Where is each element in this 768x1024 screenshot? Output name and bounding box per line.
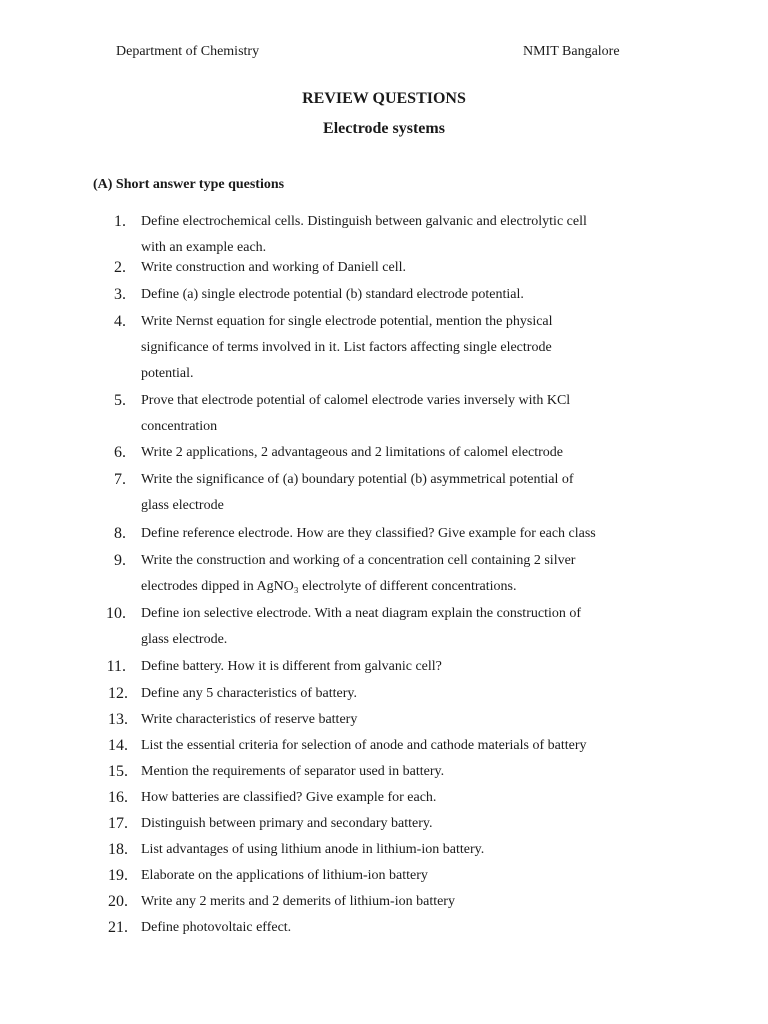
question-text: significance of terms involved in it. List factors affecting single electrode	[141, 340, 552, 355]
question-number: 17.	[108, 815, 128, 832]
question-number: 9.	[114, 552, 126, 569]
question-number: 10.	[106, 605, 126, 622]
question-text: How batteries are classified? Give example for each.	[141, 790, 437, 805]
question-text: with an example each.	[141, 240, 267, 255]
question-text: Write construction and working of Daniell cell.	[141, 260, 406, 275]
question-number: 1.	[114, 213, 126, 230]
question-text: concentration	[141, 419, 218, 434]
header-institution: NMIT Bangalore	[523, 44, 620, 59]
question-text: Write any 2 merits and 2 demerits of lithium-ion battery	[141, 894, 455, 909]
question-text: Define photovoltaic effect.	[141, 920, 292, 935]
question-text: Write characteristics of reserve battery	[141, 712, 358, 727]
question-text: List the essential criteria for selection of anode and cathode materials of battery	[141, 738, 587, 753]
page-title: REVIEW QUESTIONS	[302, 90, 466, 107]
question-number: 20.	[108, 893, 128, 910]
question-number: 18.	[108, 841, 128, 858]
question-number: 16.	[108, 789, 128, 806]
question-text: Define any 5 characteristics of battery.	[141, 686, 357, 701]
question-text: glass electrode.	[141, 632, 228, 647]
question-text: Write Nernst equation for single electrode potential, mention the physical	[141, 314, 553, 329]
question-number: 8.	[114, 525, 126, 542]
question-number: 3.	[114, 286, 126, 303]
header-department: Department of Chemistry	[116, 44, 260, 59]
question-number: 6.	[114, 444, 126, 461]
question-number: 19.	[108, 867, 128, 884]
question-number: 14.	[108, 737, 128, 754]
question-number: 15.	[108, 763, 128, 780]
question-number: 11.	[106, 658, 126, 675]
question-text: Write 2 applications, 2 advantageous and 2 limitations of calomel electrode	[141, 445, 564, 460]
question-text: Prove that electrode potential of calomel electrode varies inversely with KCl	[141, 393, 571, 408]
question-text: Elaborate on the applications of lithium-ion battery	[141, 868, 428, 883]
question-number: 13.	[108, 711, 128, 728]
question-text: Write the significance of (a) boundary potential (b) asymmetrical potential of	[141, 472, 574, 487]
section-heading: (A) Short answer type questions	[93, 177, 285, 192]
question-text: glass electrode	[141, 498, 224, 513]
question-text: Define (a) single electrode potential (b) standard electrode potential.	[141, 287, 524, 302]
question-text: electrodes dipped in AgNO₃ electrolyte of different concentrations.	[141, 579, 517, 594]
question-text: Define ion selective electrode. With a neat diagram explain the construction of	[141, 606, 582, 621]
question-text: Write the construction and working of a concentration cell containing 2 silver	[141, 553, 576, 568]
question-number: 5.	[114, 392, 126, 409]
question-number: 21.	[108, 919, 128, 936]
page-subtitle: Electrode systems	[323, 120, 445, 137]
question-number: 7.	[114, 471, 126, 488]
question-text: Distinguish between primary and secondary battery.	[141, 816, 433, 831]
question-text: List advantages of using lithium anode in lithium-ion battery.	[141, 842, 485, 857]
question-text: Mention the requirements of separator used in battery.	[141, 764, 445, 779]
question-text: Define battery. How it is different from galvanic cell?	[141, 659, 442, 674]
question-text: Define reference electrode. How are they classified? Give example for each class	[141, 526, 596, 541]
question-text: Define electrochemical cells. Distinguish between galvanic and electrolytic cell	[141, 214, 587, 229]
question-text: potential.	[141, 366, 194, 381]
question-number: 12.	[108, 685, 128, 702]
question-number: 2.	[114, 259, 126, 276]
question-number: 4.	[114, 313, 126, 330]
